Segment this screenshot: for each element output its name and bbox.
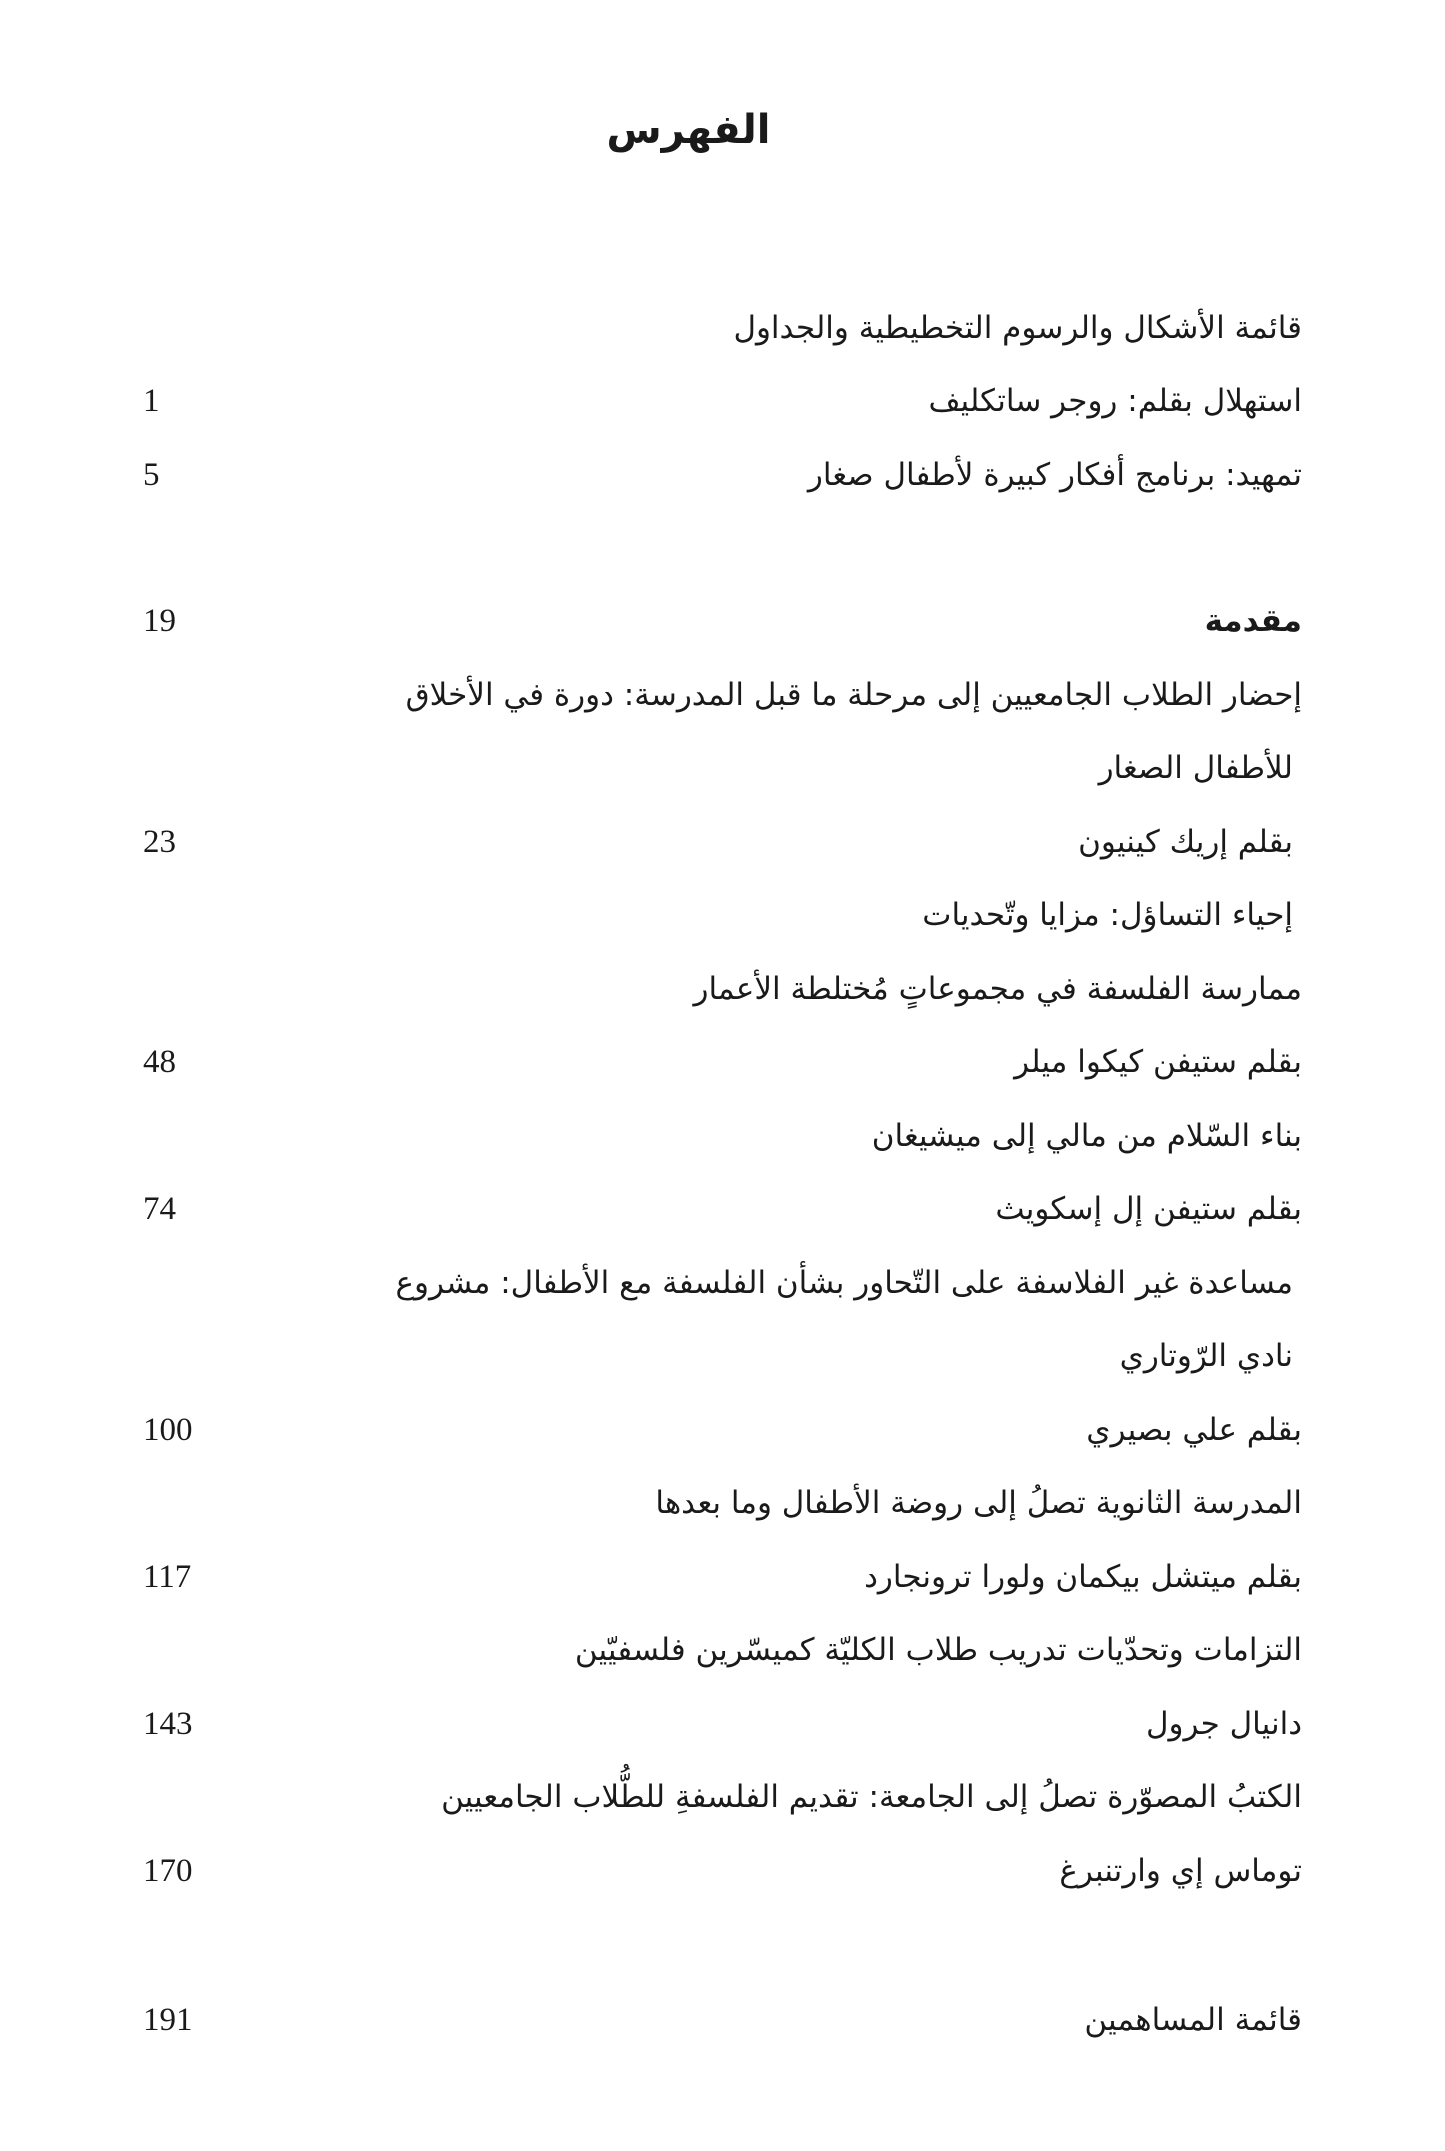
toc-entry bbox=[0, 961, 1445, 1017]
toc-entry bbox=[0, 373, 1445, 429]
page-number: 19 bbox=[143, 603, 176, 639]
toc-entry bbox=[0, 1108, 1445, 1164]
entry-title: بقلم ستيفن كيكوا ميلر bbox=[1014, 1044, 1302, 1080]
page-number: 143 bbox=[143, 1706, 193, 1742]
page-number: 5 bbox=[143, 457, 160, 493]
toc-entry bbox=[0, 1255, 1445, 1311]
entry-title: ممارسة الفلسفة في مجموعاتٍ مُختلطة الأعمار bbox=[693, 971, 1302, 1007]
toc-entry bbox=[0, 814, 1445, 870]
page-number: 100 bbox=[143, 1412, 193, 1448]
entry-title: إحضار الطلاب الجامعيين إلى مرحلة ما قبل المدرسة: دورة في الأخلاق bbox=[405, 677, 1302, 713]
entry-title: بقلم إريك كينيون bbox=[1078, 824, 1293, 860]
entry-title: مقدمة bbox=[1204, 603, 1302, 639]
toc-entry bbox=[0, 593, 1445, 649]
toc-entry bbox=[0, 1034, 1445, 1090]
entry-title: تمهيد: برنامج أفكار كبيرة لأطفال صغار bbox=[807, 457, 1302, 493]
entry-title: المدرسة الثانوية تصلُ إلى روضة الأطفال وما بعدها bbox=[655, 1485, 1302, 1521]
page-number: 170 bbox=[143, 1853, 193, 1889]
page-number: 191 bbox=[143, 2002, 193, 2038]
toc-entry bbox=[0, 887, 1445, 943]
toc-entry bbox=[0, 1843, 1445, 1899]
entry-title: قائمة الأشكال والرسوم التخطيطية والجداول bbox=[733, 310, 1302, 346]
toc-entry bbox=[0, 740, 1445, 796]
toc-entry bbox=[0, 1696, 1445, 1752]
page-number: 1 bbox=[143, 383, 160, 419]
page-number: 23 bbox=[143, 824, 176, 860]
entry-title: دانيال جرول bbox=[1146, 1706, 1302, 1742]
entry-title: بقلم علي بصيري bbox=[1086, 1412, 1302, 1448]
entry-title: مساعدة غير الفلاسفة على التّحاور بشأن الفلسفة مع الأطفال: مشروع bbox=[395, 1265, 1293, 1301]
toc-entry bbox=[0, 667, 1445, 723]
toc-entry bbox=[0, 1549, 1445, 1605]
toc-entry bbox=[0, 1402, 1445, 1458]
page-number: 48 bbox=[143, 1044, 176, 1080]
entry-title: التزامات وتحدّيات تدريب طلاب الكليّة كميسّرين فلسفيّين bbox=[574, 1632, 1302, 1668]
entry-title: نادي الرّوتاري bbox=[1119, 1338, 1293, 1374]
toc-entry bbox=[0, 1769, 1445, 1825]
entry-title: استهلال بقلم: روجر ساتكليف bbox=[928, 383, 1302, 419]
toc-entry bbox=[0, 1622, 1445, 1678]
entry-title: قائمة المساهمين bbox=[1084, 2002, 1302, 2038]
toc-entry bbox=[0, 1181, 1445, 1237]
toc-entry bbox=[0, 1475, 1445, 1531]
entry-title: إحياء التساؤل: مزايا وتّحديات bbox=[922, 897, 1293, 933]
entry-title: الكتبُ المصوّرة تصلُ إلى الجامعة: تقديم الفلسفةِ للطُّلاب الجامعيين bbox=[441, 1779, 1302, 1815]
entry-title: بقلم ميتشل بيكمان ولورا ترونجارد bbox=[864, 1559, 1302, 1595]
page-number: 117 bbox=[143, 1559, 192, 1595]
toc-entry bbox=[0, 300, 1445, 356]
toc-entry bbox=[0, 447, 1445, 503]
entry-title: توماس إي وارتنبرغ bbox=[1059, 1853, 1302, 1889]
toc-entry bbox=[0, 1992, 1445, 2048]
page-number: 74 bbox=[143, 1191, 176, 1227]
toc-entry bbox=[0, 1328, 1445, 1384]
entry-title: بناء السّلام من مالي إلى ميشيغان bbox=[871, 1118, 1302, 1154]
page-title: الفهرس bbox=[606, 107, 771, 153]
entry-title: بقلم ستيفن إل إسكويث bbox=[995, 1191, 1302, 1227]
entry-title: للأطفال الصغار bbox=[1098, 750, 1293, 786]
